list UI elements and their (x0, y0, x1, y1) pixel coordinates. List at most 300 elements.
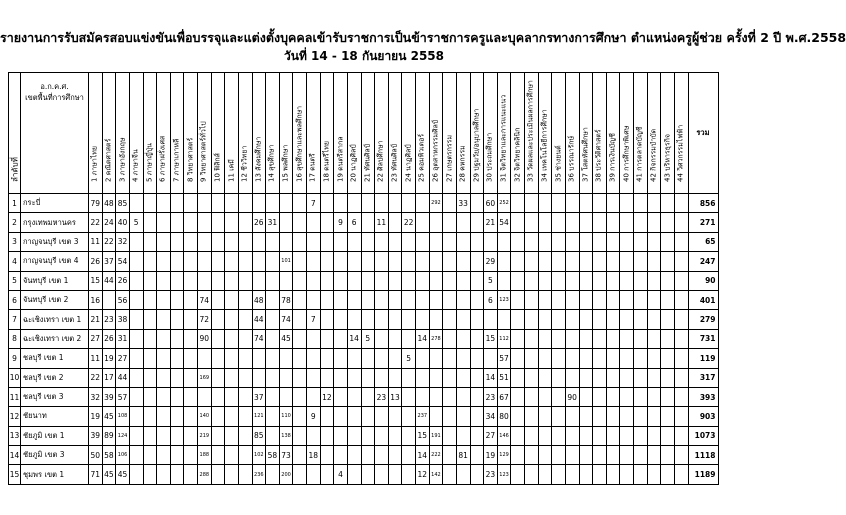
count-cell (606, 407, 620, 426)
count-cell (470, 252, 484, 271)
count-cell: 15 (484, 329, 498, 348)
count-cell: 15 (89, 271, 103, 290)
count-cell: 101 (279, 252, 293, 271)
count-cell (552, 213, 566, 232)
count-cell (484, 349, 498, 368)
row-area: กรุงเทพมหานคร (21, 213, 89, 232)
count-cell (143, 194, 157, 213)
count-cell (429, 290, 443, 309)
count-cell (238, 407, 252, 426)
count-cell (538, 465, 552, 484)
count-cell (320, 368, 334, 387)
count-cell: 288 (198, 465, 212, 484)
table-row (9, 426, 719, 445)
count-cell (375, 368, 389, 387)
count-cell (620, 465, 634, 484)
table-row (9, 252, 719, 271)
count-cell (552, 232, 566, 251)
count-cell (238, 465, 252, 484)
count-cell (238, 387, 252, 406)
count-cell (307, 232, 321, 251)
count-cell (579, 407, 593, 426)
count-cell (443, 387, 457, 406)
count-cell (334, 368, 348, 387)
count-cell (593, 194, 607, 213)
row-no: 14 (9, 446, 21, 465)
count-cell (266, 252, 280, 271)
count-cell (661, 213, 675, 232)
count-cell: 5 (402, 349, 416, 368)
count-cell (184, 368, 198, 387)
count-cell (266, 271, 280, 290)
count-cell (361, 232, 375, 251)
count-cell (579, 329, 593, 348)
count-cell (198, 232, 212, 251)
count-cell (129, 387, 143, 406)
count-cell (429, 407, 443, 426)
count-cell (225, 290, 239, 309)
table-body (9, 194, 719, 485)
count-cell (157, 387, 171, 406)
count-cell: 14 (416, 329, 430, 348)
count-cell (525, 271, 539, 290)
count-cell: 16 (89, 290, 103, 309)
count-cell (402, 310, 416, 329)
count-cell (238, 426, 252, 445)
count-cell (661, 290, 675, 309)
header-subject-label: 32 จิตวิทยาคลินิก (513, 127, 522, 182)
count-cell (375, 446, 389, 465)
count-cell (198, 213, 212, 232)
count-cell: 292 (429, 194, 443, 213)
count-cell: 19 (89, 407, 103, 426)
count-cell: 222 (429, 446, 443, 465)
count-cell (497, 232, 511, 251)
header-subject (552, 73, 566, 194)
count-cell: 138 (279, 426, 293, 445)
count-cell (416, 368, 430, 387)
count-cell (361, 349, 375, 368)
count-cell (538, 368, 552, 387)
count-cell (225, 213, 239, 232)
count-cell (184, 252, 198, 271)
count-cell (211, 426, 225, 445)
header-subject-label: 28 คหกรรม (458, 145, 467, 182)
count-cell (198, 387, 212, 406)
count-cell (347, 290, 361, 309)
row-total: 65 (688, 232, 718, 251)
count-cell (238, 290, 252, 309)
count-cell (593, 213, 607, 232)
header-no-label: ลำดับที่ (10, 157, 19, 182)
count-cell: 31 (266, 213, 280, 232)
count-cell (334, 426, 348, 445)
count-cell (211, 349, 225, 368)
count-cell (157, 310, 171, 329)
header-area-label-1: อ.ก.ค.ศ. (40, 82, 69, 91)
row-area: ฉะเชิงเทรา เขต 1 (21, 310, 89, 329)
count-cell: 7 (307, 310, 321, 329)
header-subject-label: 13 สังคมศึกษา (254, 136, 263, 182)
count-cell (211, 387, 225, 406)
header-subject-label: 16 สุขศึกษาและพลศึกษา (295, 105, 304, 182)
row-no: 7 (9, 310, 21, 329)
header-subject-label: 18 ดนตรีไทย (322, 140, 331, 182)
count-cell (674, 465, 688, 484)
count-cell: 32 (116, 232, 130, 251)
header-subject (198, 73, 212, 194)
count-cell (320, 271, 334, 290)
row-area: กระบี่ (21, 194, 89, 213)
count-cell (293, 329, 307, 348)
count-cell (538, 252, 552, 271)
table-row (9, 310, 719, 329)
count-cell (293, 349, 307, 368)
count-cell (347, 310, 361, 329)
count-cell: 5 (129, 213, 143, 232)
count-cell (443, 426, 457, 445)
count-cell (416, 387, 430, 406)
count-cell (170, 252, 184, 271)
count-cell (470, 387, 484, 406)
header-subject (102, 73, 116, 194)
count-cell (170, 290, 184, 309)
count-cell: 51 (497, 368, 511, 387)
count-cell (198, 252, 212, 271)
count-cell (634, 407, 648, 426)
header-subject (443, 73, 457, 194)
count-cell (184, 271, 198, 290)
row-total: 401 (688, 290, 718, 309)
count-cell (606, 290, 620, 309)
header-area-label-2: เขตพื้นที่การศึกษา (25, 93, 84, 102)
count-cell (375, 290, 389, 309)
count-cell (525, 310, 539, 329)
count-cell (538, 407, 552, 426)
count-cell (674, 446, 688, 465)
count-cell (511, 465, 525, 484)
count-cell (225, 426, 239, 445)
count-cell: 106 (116, 446, 130, 465)
count-cell (579, 368, 593, 387)
count-cell (552, 329, 566, 348)
count-cell (511, 252, 525, 271)
count-cell (634, 290, 648, 309)
count-cell: 7 (307, 194, 321, 213)
count-cell (470, 465, 484, 484)
count-cell (334, 387, 348, 406)
count-cell (361, 407, 375, 426)
row-area: ชลบุรี เขต 3 (21, 387, 89, 406)
count-cell (579, 310, 593, 329)
count-cell (388, 426, 402, 445)
count-cell: 44 (102, 271, 116, 290)
count-cell (129, 271, 143, 290)
count-cell (525, 387, 539, 406)
count-cell (361, 426, 375, 445)
count-cell (266, 232, 280, 251)
count-cell: 12 (320, 387, 334, 406)
count-cell (429, 213, 443, 232)
count-cell (361, 252, 375, 271)
count-cell (661, 368, 675, 387)
count-cell (443, 271, 457, 290)
count-cell (661, 252, 675, 271)
count-cell (375, 465, 389, 484)
count-cell (388, 271, 402, 290)
header-subject-label: 22 ศิลปศึกษา (376, 140, 385, 182)
row-total: 1118 (688, 446, 718, 465)
count-cell (157, 194, 171, 213)
count-cell (129, 426, 143, 445)
count-cell (266, 329, 280, 348)
count-cell (129, 232, 143, 251)
count-cell (620, 426, 634, 445)
count-cell (225, 310, 239, 329)
count-cell (293, 446, 307, 465)
count-cell: 58 (266, 446, 280, 465)
count-cell (375, 407, 389, 426)
count-cell (184, 349, 198, 368)
count-cell (593, 407, 607, 426)
count-cell (674, 329, 688, 348)
count-cell (674, 252, 688, 271)
header-subject (279, 73, 293, 194)
count-cell (347, 349, 361, 368)
applicants-table (8, 72, 719, 485)
count-cell: 85 (252, 426, 266, 445)
count-cell: 57 (116, 387, 130, 406)
count-cell: 26 (89, 252, 103, 271)
count-cell (606, 368, 620, 387)
count-cell (347, 232, 361, 251)
header-subject (143, 73, 157, 194)
count-cell (593, 465, 607, 484)
count-cell (606, 194, 620, 213)
count-cell (593, 252, 607, 271)
count-cell (661, 194, 675, 213)
count-cell: 278 (429, 329, 443, 348)
header-subject (497, 73, 511, 194)
table-row (9, 349, 719, 368)
table-header (9, 73, 719, 194)
header-subject-label: 12 ชีววิทยา (240, 145, 249, 182)
count-cell (320, 329, 334, 348)
report-date: วันที่ 14 - 18 กันยายน 2558 (284, 49, 444, 63)
count-cell (634, 310, 648, 329)
count-cell: 24 (102, 213, 116, 232)
count-cell (170, 407, 184, 426)
count-cell (552, 446, 566, 465)
count-cell (538, 446, 552, 465)
count-cell (143, 213, 157, 232)
count-cell (334, 407, 348, 426)
count-cell (579, 349, 593, 368)
count-cell (307, 426, 321, 445)
count-cell (579, 232, 593, 251)
count-cell (157, 407, 171, 426)
count-cell (511, 329, 525, 348)
count-cell: 79 (89, 194, 103, 213)
count-cell (388, 329, 402, 348)
count-cell (661, 387, 675, 406)
count-cell (170, 329, 184, 348)
table-row (9, 407, 719, 426)
count-cell: 129 (497, 446, 511, 465)
row-no: 6 (9, 290, 21, 309)
count-cell: 37 (102, 252, 116, 271)
header-subject-label: 21 ทัศนศิลป์ (363, 143, 372, 182)
count-cell (347, 368, 361, 387)
count-cell (647, 465, 661, 484)
count-cell (429, 271, 443, 290)
count-cell (593, 387, 607, 406)
count-cell (307, 368, 321, 387)
count-cell (538, 387, 552, 406)
count-cell (307, 329, 321, 348)
count-cell: 56 (116, 290, 130, 309)
count-cell: 11 (375, 213, 389, 232)
count-cell (416, 232, 430, 251)
count-cell (620, 368, 634, 387)
count-cell (593, 232, 607, 251)
count-cell (238, 213, 252, 232)
row-area: จันทบุรี เขต 2 (21, 290, 89, 309)
count-cell (225, 407, 239, 426)
count-cell (565, 349, 579, 368)
count-cell (511, 213, 525, 232)
count-cell (470, 232, 484, 251)
count-cell (184, 310, 198, 329)
count-cell (361, 271, 375, 290)
header-subject-label: 40 การศึกษาพิเศษ (622, 125, 631, 182)
table-row (9, 290, 719, 309)
count-cell: 5 (484, 271, 498, 290)
count-cell (279, 368, 293, 387)
count-cell (184, 213, 198, 232)
count-cell (157, 446, 171, 465)
count-cell (170, 213, 184, 232)
header-subject (579, 73, 593, 194)
row-no: 2 (9, 213, 21, 232)
count-cell (443, 349, 457, 368)
count-cell (211, 213, 225, 232)
count-cell (211, 465, 225, 484)
count-cell (456, 368, 470, 387)
count-cell (157, 271, 171, 290)
count-cell (661, 329, 675, 348)
count-cell: 123 (497, 465, 511, 484)
count-cell (429, 232, 443, 251)
count-cell (511, 446, 525, 465)
count-cell (443, 446, 457, 465)
header-subject-label: 4 ภาษาจีน (131, 149, 140, 182)
row-total: 731 (688, 329, 718, 348)
count-cell (470, 290, 484, 309)
count-cell (511, 407, 525, 426)
row-area: กาญจนบุรี เขต 3 (21, 232, 89, 251)
count-cell (347, 465, 361, 484)
count-cell (674, 368, 688, 387)
count-cell (143, 290, 157, 309)
count-cell (238, 329, 252, 348)
count-cell (456, 310, 470, 329)
header-subject-label: 29 ปฐมวัย/อนุบาลศึกษา (472, 108, 481, 182)
count-cell (525, 407, 539, 426)
count-cell (293, 271, 307, 290)
count-cell (538, 426, 552, 445)
row-area: ชลบุรี เขต 2 (21, 368, 89, 387)
count-cell (170, 368, 184, 387)
count-cell (129, 465, 143, 484)
count-cell: 9 (307, 407, 321, 426)
count-cell (143, 387, 157, 406)
count-cell (634, 426, 648, 445)
header-subject-label: 17 ดนตรี (308, 153, 317, 182)
count-cell (470, 426, 484, 445)
count-cell: 200 (279, 465, 293, 484)
count-cell (661, 446, 675, 465)
count-cell (320, 446, 334, 465)
count-cell (320, 465, 334, 484)
row-no: 9 (9, 349, 21, 368)
count-cell (620, 232, 634, 251)
count-cell: 60 (484, 194, 498, 213)
count-cell (634, 349, 648, 368)
count-cell (320, 349, 334, 368)
count-cell (620, 290, 634, 309)
header-subject (674, 73, 688, 194)
count-cell (606, 465, 620, 484)
count-cell: 5 (361, 329, 375, 348)
count-cell: 169 (198, 368, 212, 387)
count-cell (456, 407, 470, 426)
count-cell (634, 252, 648, 271)
count-cell: 90 (565, 387, 579, 406)
count-cell (347, 194, 361, 213)
count-cell (497, 310, 511, 329)
count-cell (279, 271, 293, 290)
count-cell (565, 310, 579, 329)
header-subject-label: 14 สุขศึกษา (267, 144, 276, 182)
count-cell: 9 (334, 213, 348, 232)
row-no: 12 (9, 407, 21, 426)
count-cell: 6 (484, 290, 498, 309)
count-cell (266, 368, 280, 387)
count-cell (320, 407, 334, 426)
count-cell (511, 426, 525, 445)
count-cell (266, 387, 280, 406)
count-cell (143, 329, 157, 348)
count-cell (129, 252, 143, 271)
count-cell (238, 368, 252, 387)
count-cell (511, 349, 525, 368)
header-subject (238, 73, 252, 194)
count-cell (511, 368, 525, 387)
count-cell: 19 (484, 446, 498, 465)
count-cell (579, 387, 593, 406)
count-cell (279, 387, 293, 406)
row-area: ชัยนาท (21, 407, 89, 426)
count-cell (552, 271, 566, 290)
count-cell (593, 446, 607, 465)
header-subject-label: 7 ภาษาเกาหลี (172, 138, 181, 182)
count-cell (252, 368, 266, 387)
count-cell (238, 310, 252, 329)
count-cell (565, 252, 579, 271)
row-area: กาญจนบุรี เขต 4 (21, 252, 89, 271)
count-cell (238, 252, 252, 271)
